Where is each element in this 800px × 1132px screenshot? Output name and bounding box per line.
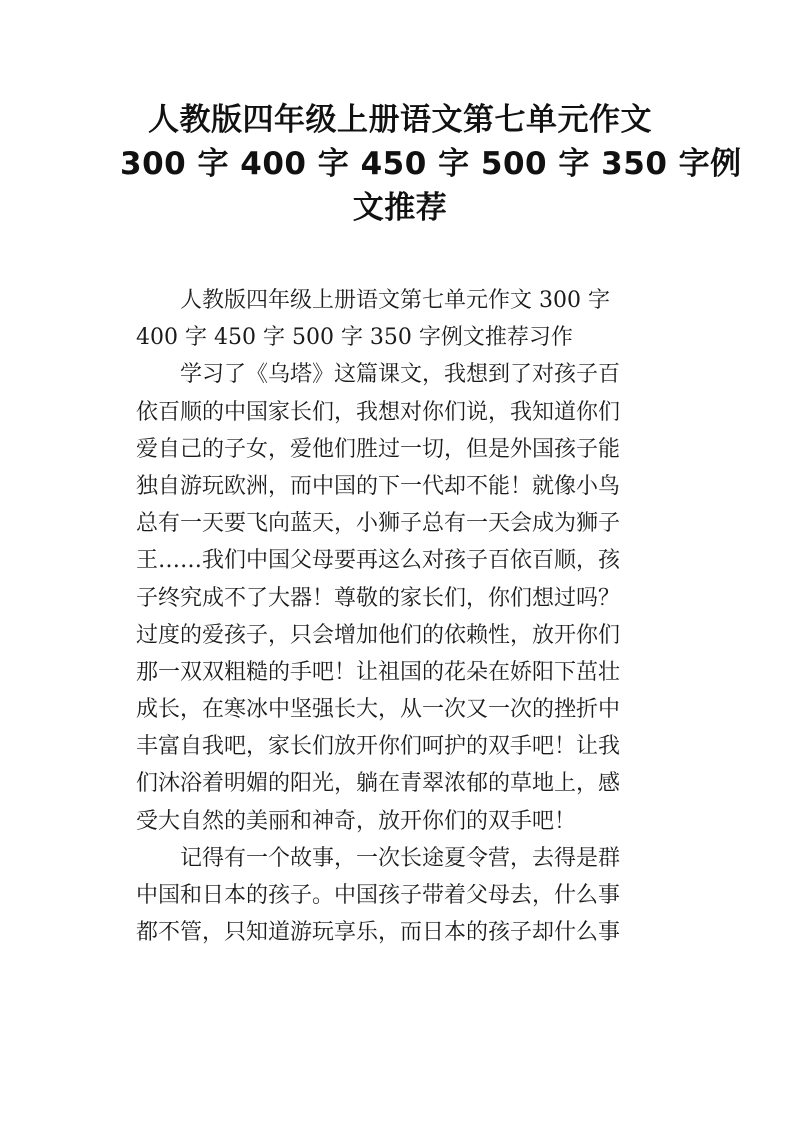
text-line: 丰富自我吧，家长们放开你们呵护的双手吧！让我 [136, 734, 621, 760]
text-line: 学习了《乌塔》这篇课文，我想到了对孩子百 [180, 362, 621, 388]
text-line: 爱自己的子女，爱他们胜过一切，但是外国孩子能 [136, 436, 621, 462]
text-line: 子终究成不了大器！尊敬的家长们，你们想过吗？ [136, 585, 621, 611]
paragraph-essay-2 [136, 840, 676, 952]
text-line: 受大自然的美丽和神奇，放开你们的双手吧！ [136, 808, 577, 834]
document-body [136, 282, 676, 951]
text-line: 人教版四年级上册语文第七单元作文 300 字 [180, 288, 610, 313]
title-line: 文推荐 [352, 190, 448, 226]
text-line: 独自游玩欧洲，而中国的下一代却不能！就像小鸟 [136, 473, 621, 499]
text-line: 记得有一个故事，一次长途夏令营，去得是群 [180, 845, 621, 871]
paragraph-intro [136, 282, 676, 356]
text-line: 中国和日本的孩子。中国孩子带着父母去，什么事 [136, 883, 621, 908]
text-line: 总有一天要飞向蓝天，小狮子总有一天会成为狮子 [136, 511, 621, 537]
text-line: 依百顺的中国家长们，我想对你们说，我知道你们 [136, 399, 621, 425]
text-line: 们沐浴着明媚的阳光，躺在青翠浓郁的草地上，感 [136, 771, 621, 797]
document-title [120, 98, 742, 230]
title-line: 300 字 400 字 450 字 500 字 350 字例 [120, 146, 742, 182]
title-line: 人教版四年级上册语文第七单元作文 [148, 102, 652, 138]
text-line: 那一双双粗糙的手吧！让祖国的花朵在娇阳下茁壮 [136, 659, 621, 685]
paragraph-essay-1 [136, 356, 676, 839]
text-line: 400 字 450 字 500 字 350 字例文推荐习作 [136, 325, 573, 351]
text-line: 都不管，只知道游玩享乐，而日本的孩子却什么事 [136, 920, 621, 946]
text-line: 王……我们中国父母要再这么对孩子百依百顺，孩 [136, 548, 621, 574]
text-line: 成长，在寒冰中坚强长大，从一次又一次的挫折中 [136, 697, 621, 723]
text-line: 过度的爱孩子，只会增加他们的依赖性，放开你们 [136, 622, 621, 648]
